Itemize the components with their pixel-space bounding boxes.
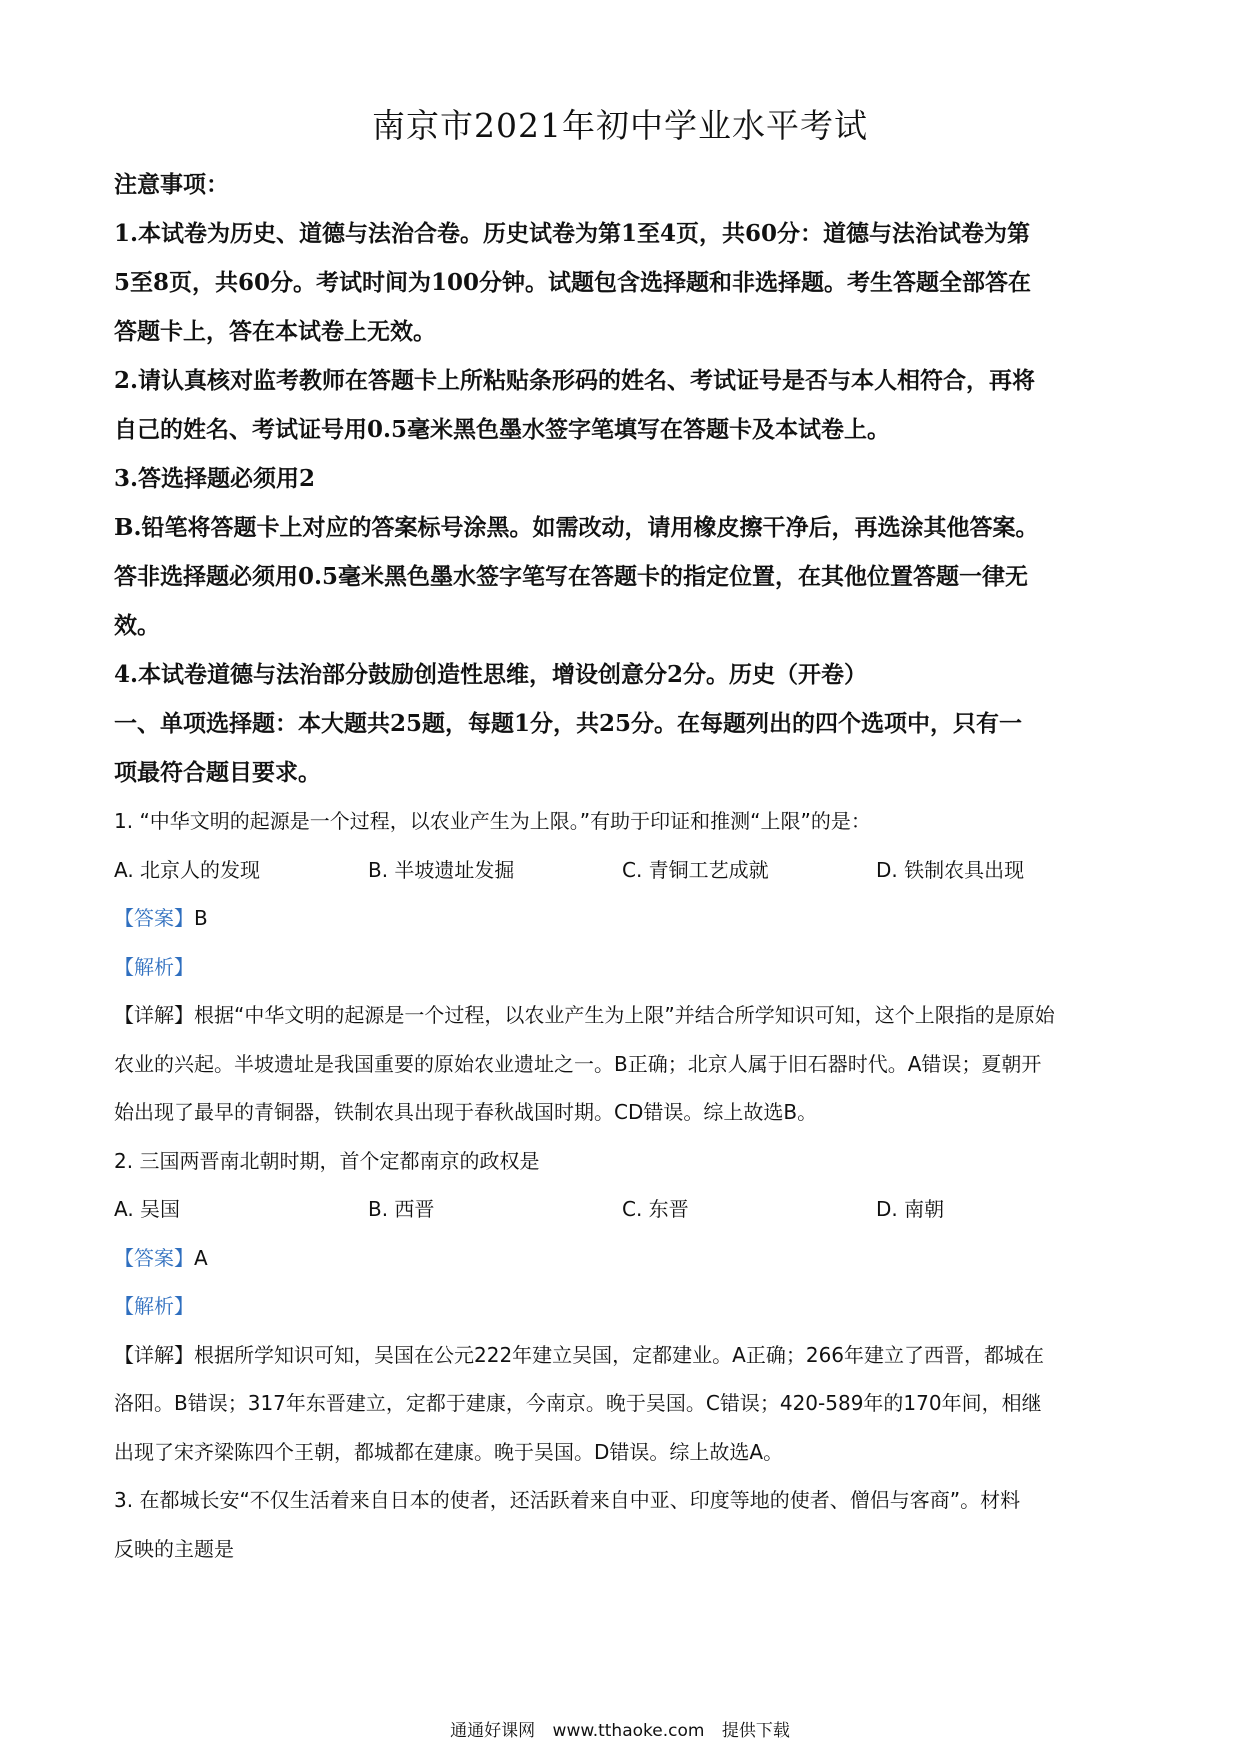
answer-value: B xyxy=(194,906,208,930)
detail-tag: 【详解】 xyxy=(114,1003,194,1027)
section-heading-line: 项最符合题目要求。 xyxy=(114,759,321,786)
section-heading-line: 一、单项选择题：本大题共25题，每题1分，共25分。在每题列出的四个选项中，只有一 xyxy=(114,710,1023,737)
question-1-detail-line: 农业的兴起。半坡遗址是我国重要的原始农业遗址之一。B正确；北京人属于旧石器时代。A错误；夏朝开 xyxy=(114,1051,1042,1076)
question-1-analysis-tag: 【解析】 xyxy=(114,954,194,979)
notice-line: 2.请认真核对监考教师在答题卡上所粘贴条形码的姓名、考试证号是否与本人相符合，再将 xyxy=(114,367,1036,394)
question-1-stem: 1. “中华文明的起源是一个过程，以农业产生为上限。”有助于印证和推测“上限”的是： xyxy=(114,809,871,833)
answer-value: A xyxy=(194,1245,208,1270)
question-1-detail-line: 始出现了最早的青铜器，铁制农具出现于春秋战国时期。CD错误。综上故选B。 xyxy=(114,1100,818,1124)
answer-tag: 【答案】 xyxy=(114,906,194,930)
question-1-option-c: C. 青铜工艺成就 xyxy=(622,857,769,882)
question-1-option-d: D. 铁制农具出现 xyxy=(876,857,1025,882)
detail-text: 根据所学知识可知，吴国在公元222年建立吴国，定都建业。A正确；266年建立了西晋，都城在 xyxy=(194,1342,1045,1367)
question-1-option-a: A. 北京人的发现 xyxy=(114,857,261,882)
page-footer xyxy=(0,1716,1240,1741)
detail-tag: 【详解】 xyxy=(114,1342,194,1367)
question-2-detail-line: 出现了宋齐梁陈四个王朝，都城都在建康。晚于吴国。D错误。综上故选A。 xyxy=(114,1439,784,1464)
notice-line: 1.本试卷为历史、道德与法治合卷。历史试卷为第1至4页，共60分：道德与法治试卷为第 xyxy=(114,220,1031,247)
footer-note: 提供下载 xyxy=(721,1721,790,1741)
question-2-detail-line: 洛阳。B错误；317年东晋建立，定都于建康，今南京。晚于吴国。C错误；420-589年的170年间，相继 xyxy=(114,1391,1042,1415)
notice-line: B.铅笔将答题卡上对应的答案标号涂黑。如需改动，请用橡皮擦干净后，再选涂其他答案。 xyxy=(114,514,1039,541)
question-2-detail-line xyxy=(114,1331,1130,1380)
notice-line: 自己的姓名、考试证号用0.5毫米黑色墨水签字笔填写在答题卡及本试卷上。 xyxy=(114,416,891,443)
notice-line: 4.本试卷道德与法治部分鼓励创造性思维，增设创意分2分。历史（开卷） xyxy=(114,661,868,688)
question-2-option-b: B. 西晋 xyxy=(368,1197,435,1221)
page-content xyxy=(114,160,1130,1573)
question-2-answer xyxy=(114,1234,1130,1283)
question-2-stem: 2. 三国两晋南北朝时期，首个定都南京的政权是 xyxy=(114,1148,540,1173)
notice-line: 3.答选择题必须用2 xyxy=(114,465,316,492)
footer-url[interactable]: www.tthaoke.com xyxy=(552,1721,705,1741)
question-2-option-a: A. 吴国 xyxy=(114,1197,181,1221)
footer-site-name: 通通好课网 xyxy=(450,1721,536,1741)
question-3-stem-line: 反映的主题是 xyxy=(114,1536,234,1561)
notice-line: 答非选择题必须用0.5毫米黑色墨水签字笔写在答题卡的指定位置，在其他位置答题一律无 xyxy=(114,563,1029,590)
question-1-detail-line xyxy=(114,991,1130,1040)
question-1-options xyxy=(114,846,1130,895)
question-2-option-d: D. 南朝 xyxy=(876,1197,945,1221)
notice-line: 5至8页，共60分。考试时间为100分钟。试题包含选择题和非选择题。考生答题全部答在 xyxy=(114,269,1032,296)
question-2-options xyxy=(114,1185,1130,1234)
answer-tag: 【答案】 xyxy=(114,1245,194,1270)
notice-heading: 注意事项： xyxy=(114,171,229,198)
question-1-answer xyxy=(114,894,1130,943)
question-2-option-c: C. 东晋 xyxy=(622,1197,689,1221)
notice-line: 答题卡上，答在本试卷上无效。 xyxy=(114,318,436,345)
page-title: 南京市2021年初中学业水平考试 xyxy=(372,106,868,145)
question-3-stem-line: 3. 在都城长安“不仅生活着来自日本的使者，还活跃着来自中亚、印度等地的使者、僧侣与客商”。材料 xyxy=(114,1488,1021,1512)
notice-line: 效。 xyxy=(114,612,160,639)
detail-text: 根据“中华文明的起源是一个过程，以农业产生为上限”并结合所学知识可知，这个上限指的是原始 xyxy=(194,1003,1055,1027)
question-2-analysis-tag: 【解析】 xyxy=(114,1294,194,1318)
question-1-option-b: B. 半坡遗址发掘 xyxy=(368,857,515,882)
